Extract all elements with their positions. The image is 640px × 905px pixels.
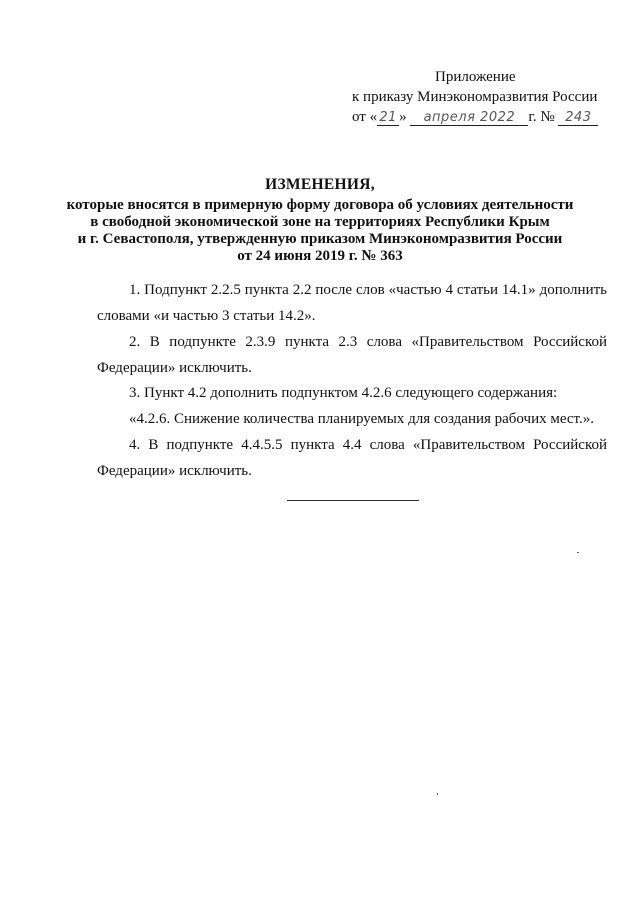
appendix-order-ref: к приказу Минэкономразвития России: [352, 89, 598, 105]
item-2-line-2: Федерации» исключить.: [97, 360, 252, 376]
scan-speck: [437, 793, 438, 795]
item-4-line-2: Федерации» исключить.: [97, 463, 252, 479]
date-month-year: апреля 2022: [410, 110, 528, 126]
date-mid: »: [399, 109, 407, 125]
item-4-line-1: 4. В подпункте 4.4.5.5 пункта 4.4 слова «Правительством Российской: [129, 437, 607, 453]
item-1-line-1: 1. Подпункт 2.2.5 пункта 2.2 после слов «частью 4 статьи 14.1» дополнить: [129, 282, 607, 298]
title-line-2: в свободной экономической зоне на территориях Республики Крым: [90, 214, 550, 230]
appendix-date-line: [352, 108, 598, 127]
document-heading: ИЗМЕНЕНИЯ,: [265, 176, 375, 193]
title-line-1: которые вносятся в примерную форму договора об условиях деятельности: [66, 197, 574, 213]
item-3-quote: «4.2.6. Снижение количества планируемых для создания рабочих мест.».: [129, 411, 594, 427]
date-prefix: от «: [352, 109, 378, 125]
closing-separator: [287, 500, 419, 501]
title-line-4: от 24 июня 2019 г. № 363: [237, 248, 403, 264]
year-suffix: г. №: [528, 109, 555, 125]
item-1-line-2: словами «и частью 3 статьи 14.2».: [97, 308, 316, 324]
item-3-line-1: 3. Пункт 4.2 дополнить подпунктом 4.2.6 следующего содержания:: [129, 385, 558, 401]
title-line-3: и г. Севастополя, утвержденную приказом Минэкономразвития России: [77, 231, 563, 247]
date-day: 21: [377, 110, 399, 126]
order-number: 243: [558, 110, 598, 126]
scan-speck: [577, 552, 579, 553]
item-2-line-1: 2. В подпункте 2.3.9 пункта 2.3 слова «Правительством Российской: [129, 334, 607, 350]
appendix-label: Приложение: [435, 69, 516, 85]
